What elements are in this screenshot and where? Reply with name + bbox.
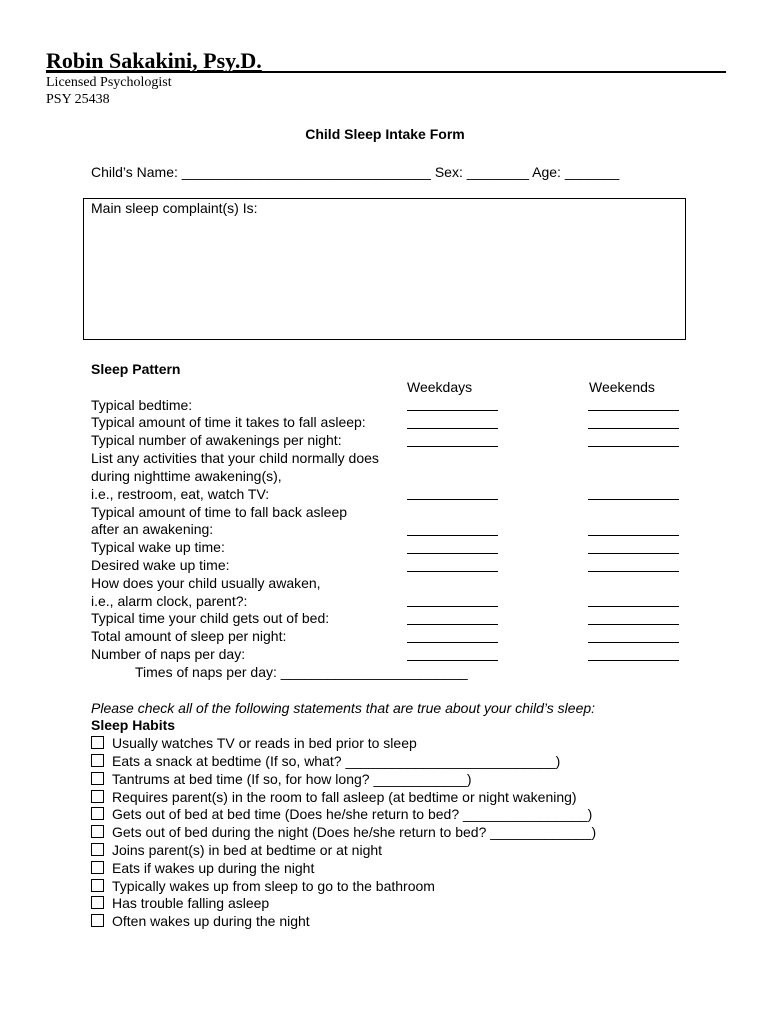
header-rule	[46, 71, 726, 73]
pattern-line: Typical wake up time:	[91, 539, 225, 555]
habit-label: Gets out of bed during the night (Does he/she return to bed? _____________)	[112, 824, 597, 840]
weekend-naps-blank[interactable]	[588, 660, 679, 661]
naps-times-line[interactable]: Times of naps per day: ________________________	[135, 664, 468, 680]
weekday-desired-wake-blank[interactable]	[407, 571, 498, 572]
form-title: Child Sleep Intake Form	[305, 126, 465, 142]
habit-checkbox[interactable]	[91, 825, 104, 838]
pattern-line: Typical number of awakenings per night:	[91, 432, 342, 448]
letterhead	[46, 48, 726, 108]
habit-label: Eats a snack at bedtime (If so, what? ___________________________)	[112, 753, 561, 769]
weekend-out-of-bed-blank[interactable]	[588, 624, 679, 625]
pattern-line: Number of naps per day:	[91, 646, 246, 662]
habit-checkbox[interactable]	[91, 807, 104, 820]
habit-label: Has trouble falling asleep	[112, 895, 270, 911]
pattern-line: i.e., alarm clock, parent?:	[91, 593, 248, 609]
habit-label: Tantrums at bed time (If so, for how long? ____________)	[112, 771, 472, 787]
psychologist-title: Licensed Psychologist	[46, 75, 172, 90]
weekend-fall-back-asleep-blank[interactable]	[588, 535, 679, 536]
weekday-awakenings-blank[interactable]	[407, 446, 498, 447]
habit-label: Typically wakes up from sleep to go to the bathroom	[112, 878, 435, 894]
weekend-total-sleep-blank[interactable]	[588, 642, 679, 643]
habit-label: Gets out of bed at bed time (Does he/she return to bed? ________________)	[112, 806, 593, 822]
pattern-line: List any activities that your child normally does	[91, 450, 379, 466]
weekday-out-of-bed-blank[interactable]	[407, 624, 498, 625]
habit-checkbox[interactable]	[91, 754, 104, 767]
sleep-habits-heading: Sleep Habits	[91, 717, 176, 733]
pattern-line: Typical bedtime:	[91, 397, 193, 413]
pattern-line: How does your child usually awaken,	[91, 575, 321, 591]
weekdays-header: Weekdays	[407, 379, 473, 395]
habit-checkbox[interactable]	[91, 861, 104, 874]
pattern-line: Typical time your child gets out of bed:	[91, 610, 330, 626]
habit-checkbox[interactable]	[91, 914, 104, 927]
habits-instruction: Please check all of the following statements that are true about your child’s sleep:	[91, 700, 596, 716]
weekend-fall-asleep-blank[interactable]	[588, 428, 679, 429]
weekday-naps-blank[interactable]	[407, 660, 498, 661]
sleep-pattern-heading: Sleep Pattern	[91, 361, 181, 377]
pattern-line: Total amount of sleep per night:	[91, 628, 287, 644]
habit-checkbox[interactable]	[91, 843, 104, 856]
complaint-label: Main sleep complaint(s) Is:	[91, 200, 258, 216]
habit-checkbox[interactable]	[91, 896, 104, 909]
weekend-bedtime-blank[interactable]	[588, 410, 679, 411]
pattern-line: during nighttime awakening(s),	[91, 468, 282, 484]
pattern-line: Typical amount of time it takes to fall asleep:	[91, 414, 366, 430]
weekday-activities-blank[interactable]	[407, 499, 498, 500]
license-number: PSY 25438	[46, 92, 110, 107]
weekend-awaken-method-blank[interactable]	[588, 606, 679, 607]
weekend-awakenings-blank[interactable]	[588, 446, 679, 447]
weekday-awaken-method-blank[interactable]	[407, 606, 498, 607]
child-name-sex-age-line[interactable]: Child’s Name: ________________________________ Sex: ________ Age: _______	[91, 164, 620, 180]
weekend-wake-time-blank[interactable]	[588, 553, 679, 554]
habit-checkbox[interactable]	[91, 772, 104, 785]
habit-checkbox[interactable]	[91, 736, 104, 749]
habit-label: Often wakes up during the night	[112, 913, 310, 929]
habit-checkbox[interactable]	[91, 790, 104, 803]
psychologist-name: Robin Sakakini, Psy.D.	[46, 48, 262, 73]
weekends-header: Weekends	[589, 379, 655, 395]
weekend-activities-blank[interactable]	[588, 499, 679, 500]
habit-label: Joins parent(s) in bed at bedtime or at night	[112, 842, 383, 858]
weekday-wake-time-blank[interactable]	[407, 553, 498, 554]
weekday-bedtime-blank[interactable]	[407, 410, 498, 411]
complaint-box[interactable]	[83, 198, 686, 340]
habit-label: Requires parent(s) in the room to fall asleep (at bedtime or night wakening)	[112, 789, 577, 805]
weekday-fall-back-asleep-blank[interactable]	[407, 535, 498, 536]
pattern-line: i.e., restroom, eat, watch TV:	[91, 486, 270, 502]
habit-checkbox[interactable]	[91, 879, 104, 892]
pattern-line: Typical amount of time to fall back asleep	[91, 504, 348, 520]
weekday-total-sleep-blank[interactable]	[407, 642, 498, 643]
habit-label: Usually watches TV or reads in bed prior to sleep	[112, 735, 417, 751]
weekday-fall-asleep-blank[interactable]	[407, 428, 498, 429]
habit-label: Eats if wakes up during the night	[112, 860, 315, 876]
pattern-line: Desired wake up time:	[91, 557, 230, 573]
pattern-line: after an awakening:	[91, 521, 214, 537]
weekend-desired-wake-blank[interactable]	[588, 571, 679, 572]
